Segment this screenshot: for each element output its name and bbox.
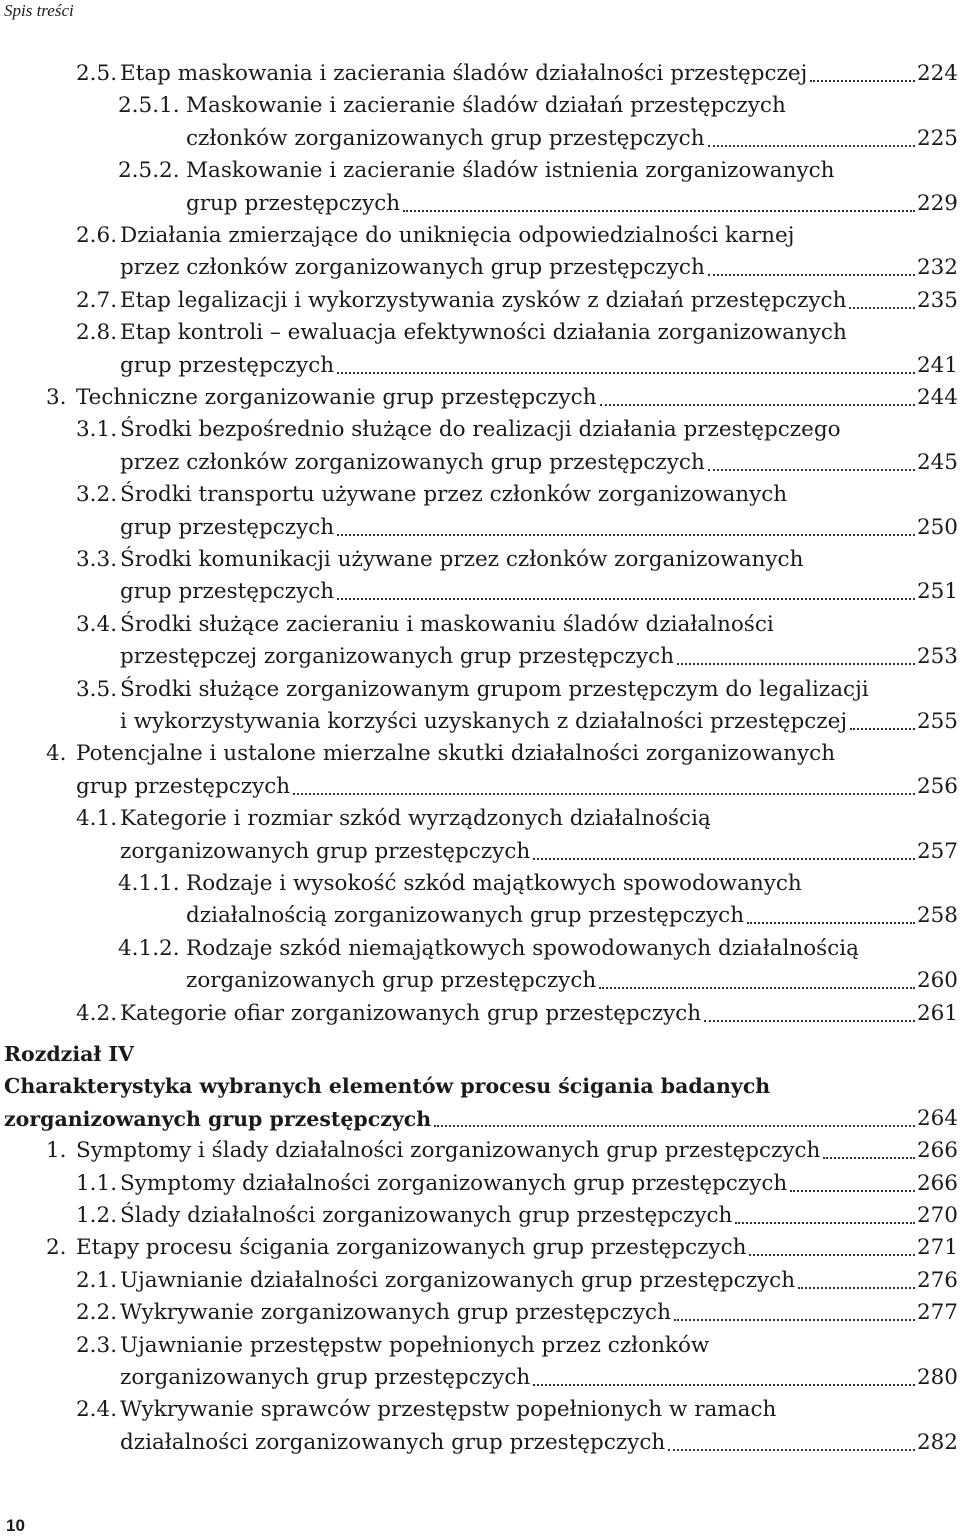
entry-page: 270 — [916, 1203, 958, 1228]
entry-title-line2: zorganizowanych grup przestępczych — [120, 1365, 531, 1390]
entry-number: 1.2. — [76, 1203, 118, 1228]
entry-title-line2: grup przestępczych — [76, 773, 291, 799]
toc-entry — [0, 1135, 960, 1167]
entry-title: Techniczne zorganizowanie grup przestępczych — [76, 385, 597, 410]
entry-title: Etap legalizacji i wykorzystywania zysków z działań przestępczych — [120, 287, 847, 313]
entry-number: 2.4. — [76, 1397, 118, 1423]
toc-entry — [0, 1200, 960, 1232]
dot-leader — [337, 598, 915, 600]
entry-page: 235 — [916, 287, 958, 313]
toc-entry — [0, 1297, 960, 1329]
dot-leader — [337, 372, 915, 374]
dot-leader — [708, 145, 915, 147]
entry-title: Ślady działalności zorganizowanych grup przestępczych — [120, 1203, 733, 1228]
entry-page: 257 — [916, 838, 958, 864]
toc-entry — [0, 317, 960, 349]
entry-title-leader — [120, 706, 918, 738]
toc-entry — [0, 738, 960, 770]
toc-entry — [0, 1232, 960, 1264]
entry-title-line2: członków zorganizowanych grup przestępczych — [186, 125, 705, 151]
chapter-title-text: zorganizowanych grup przestępczych — [4, 1106, 432, 1131]
entry-title-leader — [120, 998, 918, 1030]
dot-leader — [674, 1319, 915, 1321]
entry-title-line2: zorganizowanych grup przestępczych — [120, 838, 531, 864]
toc-entry — [0, 285, 960, 317]
entry-title-leader — [120, 1168, 918, 1200]
dot-leader — [533, 858, 915, 860]
toc-entry-continuation — [0, 900, 960, 932]
entry-page: 256 — [916, 773, 958, 799]
entry-number: 2.1. — [76, 1267, 118, 1293]
entry-number: 2.6. — [76, 223, 118, 248]
entry-number: 1.1. — [76, 1170, 118, 1196]
entry-title-leader — [120, 252, 918, 284]
entry-page: 245 — [916, 449, 958, 475]
entry-title-leader — [120, 285, 918, 317]
dot-leader — [850, 728, 915, 730]
entry-title-leader — [120, 1427, 918, 1459]
entry-page: 276 — [916, 1267, 958, 1293]
entry-title-leader — [76, 1232, 918, 1264]
entry-page: 244 — [916, 385, 958, 410]
dot-leader — [337, 534, 915, 536]
entry-title-leader — [120, 576, 918, 608]
entry-title-line2: grup przestępczych — [120, 579, 335, 605]
entry-title: Symptomy i ślady działalności zorganizowanych grup przestępczych — [76, 1138, 821, 1164]
entry-page: 255 — [916, 709, 958, 734]
entry-number: 3.2. — [76, 482, 118, 508]
toc-entry-continuation — [0, 836, 960, 868]
entry-number: 2.5. — [76, 61, 118, 86]
toc-entry — [0, 155, 960, 187]
toc-entry-continuation — [0, 252, 960, 284]
toc-entry-continuation — [0, 188, 960, 220]
entry-page: 282 — [916, 1429, 958, 1455]
entry-title: Etapy procesu ścigania zorganizowanych grup przestępczych — [76, 1235, 747, 1261]
entry-title-line2: zorganizowanych grup przestępczych — [186, 968, 597, 994]
entry-title-line2: i wykorzystywania korzyści uzyskanych z działalności przestępczej — [120, 709, 848, 734]
entry-number: 4.2. — [76, 1000, 118, 1026]
entry-title: Rodzaje szkód niemajątkowych spowodowanych działalnością — [186, 935, 859, 961]
entry-title: Ujawnianie przestępstw popełnionych przez członków — [120, 1332, 710, 1358]
toc-entry — [0, 674, 960, 706]
dot-leader — [798, 1287, 915, 1289]
entry-title: Środki służące zorganizowanym grupom przestępczym do legalizacji — [120, 676, 869, 702]
entry-page: 260 — [916, 968, 958, 994]
dot-leader — [810, 80, 915, 82]
entry-title-leader — [120, 447, 918, 479]
entry-page: 253 — [916, 644, 958, 670]
entry-title-line2: działalnością zorganizowanych grup przestępczych — [186, 903, 745, 929]
dot-leader — [668, 1449, 915, 1451]
entry-title-leader — [186, 965, 918, 997]
chapter-title: Charakterystyka wybranych elementów procesu ścigania badanych — [4, 1074, 771, 1099]
entry-title-line2: działalności zorganizowanych grup przestępczych — [120, 1429, 666, 1455]
entry-title-leader — [120, 512, 918, 544]
dot-leader — [735, 1222, 915, 1224]
entry-title-leader — [186, 900, 918, 932]
entry-number: 4.1. — [76, 806, 118, 832]
entry-title: Działania zmierzające do uniknięcia odpowiedzialności karnej — [120, 223, 795, 248]
entry-title: Środki transportu używane przez członków zorganizowanych — [120, 482, 788, 508]
entry-number: 4.1.1. — [118, 871, 180, 896]
entry-page: 277 — [916, 1300, 958, 1326]
entry-page: 264 — [916, 1105, 958, 1131]
entry-title: Potencjalne i ustalone mierzalne skutki działalności zorganizowanych — [76, 741, 836, 767]
toc-entry — [0, 868, 960, 900]
entry-title: Rodzaje i wysokość szkód majątkowych spowodowanych — [186, 871, 802, 896]
toc-entry — [0, 90, 960, 122]
dot-leader — [708, 274, 915, 276]
entry-title-leader — [186, 188, 918, 220]
dot-leader — [599, 987, 915, 989]
entry-number: 1. — [46, 1138, 67, 1164]
entry-number: 3.3. — [76, 547, 118, 572]
toc-entry — [0, 414, 960, 446]
toc-entry — [0, 382, 960, 414]
toc-entry-continuation — [0, 1427, 960, 1459]
toc-entry-continuation — [0, 706, 960, 738]
chapter-label: Rozdział IV — [4, 1042, 134, 1066]
entry-title-line2: przez członków zorganizowanych grup przestępczych — [120, 449, 705, 475]
toc-entry-continuation — [0, 512, 960, 544]
entry-page: 251 — [916, 579, 958, 605]
toc-entry-continuation — [0, 965, 960, 997]
entry-title-line2: grup przestępczych — [120, 514, 335, 540]
entry-page: 266 — [916, 1138, 958, 1164]
toc-entry-continuation — [0, 123, 960, 155]
toc-entry — [0, 1168, 960, 1200]
toc-entry-continuation — [0, 576, 960, 608]
toc-entry — [0, 998, 960, 1030]
entry-title-leader — [4, 1103, 918, 1135]
toc-entry-continuation — [0, 771, 960, 803]
entry-title-line2: grup przestępczych — [120, 352, 335, 378]
chapter-title-line2 — [0, 1103, 960, 1135]
entry-number: 3.4. — [76, 611, 118, 637]
dot-leader — [708, 469, 915, 471]
entry-title: Symptomy działalności zorganizowanych grup przestępczych — [120, 1170, 788, 1196]
toc-entry — [0, 479, 960, 511]
entry-title: Maskowanie i zacieranie śladów istnienia zorganizowanych — [186, 158, 835, 184]
entry-title: Etap maskowania i zacierania śladów działalności przestępczej — [120, 61, 808, 86]
toc-entry — [0, 609, 960, 641]
entry-number: 3.5. — [76, 676, 118, 702]
toc-entry — [0, 58, 960, 90]
entry-title-leader — [120, 641, 918, 673]
dot-leader — [704, 1020, 915, 1022]
entry-title-line2: grup przestępczych — [186, 190, 401, 216]
entry-number: 2.7. — [76, 287, 118, 313]
toc-entry — [0, 1394, 960, 1426]
toc-entry — [0, 544, 960, 576]
entry-title-leader — [120, 1200, 918, 1232]
entry-number: 3.1. — [76, 417, 118, 443]
dot-leader — [747, 922, 915, 924]
toc-entry — [0, 933, 960, 965]
dot-leader — [293, 793, 915, 795]
entry-title-leader — [120, 350, 918, 382]
dot-leader — [600, 404, 915, 406]
entry-title: Etap kontroli – ewaluacja efektywności działania zorganizowanych — [120, 320, 847, 346]
entry-number: 2.5.1. — [118, 93, 180, 119]
entry-title-leader — [76, 382, 918, 414]
entry-number: 4.1.2. — [118, 935, 180, 961]
dot-leader — [849, 307, 915, 309]
entry-page: 280 — [916, 1365, 958, 1390]
entry-title-leader — [76, 771, 918, 803]
entry-page: 258 — [916, 903, 958, 929]
entry-title-leader — [120, 1362, 918, 1394]
dot-leader — [749, 1254, 915, 1256]
entry-title: Środki komunikacji używane przez członków zorganizowanych — [120, 547, 804, 572]
entry-title: Ujawnianie działalności zorganizowanych grup przestępczych — [120, 1267, 796, 1293]
entry-number: 2.5.2. — [118, 158, 180, 184]
toc-entry — [0, 220, 960, 252]
entry-title: Kategorie i rozmiar szkód wyrządzonych działalnością — [120, 806, 711, 832]
entry-page: 229 — [916, 190, 958, 216]
entry-title-leader — [76, 1135, 918, 1167]
entry-title-leader — [120, 1265, 918, 1297]
toc-entry — [0, 1265, 960, 1297]
entry-page: 266 — [916, 1170, 958, 1196]
entry-title: Wykrywanie sprawców przestępstw popełnionych w ramach — [120, 1397, 777, 1423]
entry-title: Środki bezpośrednio służące do realizacji działania przestępczego — [120, 417, 841, 443]
toc-entry-continuation — [0, 1362, 960, 1394]
entry-page: 224 — [916, 61, 958, 86]
entry-title-line2: przestępczej zorganizowanych grup przestępczych — [120, 644, 675, 670]
running-header: Spis treści — [4, 1, 74, 20]
entry-number: 2. — [46, 1235, 67, 1261]
entry-page: 225 — [916, 125, 958, 151]
entry-title-leader — [120, 58, 918, 90]
dot-leader — [533, 1384, 915, 1386]
entry-number: 4. — [46, 741, 67, 767]
entry-title-leader — [120, 1297, 918, 1329]
entry-number: 2.2. — [76, 1300, 118, 1326]
entry-number: 2.3. — [76, 1332, 118, 1358]
entry-title-leader — [186, 123, 918, 155]
entry-page: 232 — [916, 255, 958, 281]
page-number: 10 — [6, 1516, 25, 1535]
dot-leader — [434, 1125, 915, 1127]
toc-entry-continuation — [0, 641, 960, 673]
toc-entry — [0, 1330, 960, 1362]
entry-title: Maskowanie i zacieranie śladów działań przestępczych — [186, 93, 786, 119]
entry-page: 241 — [916, 352, 958, 378]
entry-title: Kategorie ofiar zorganizowanych grup przestępczych — [120, 1000, 702, 1026]
entry-page: 250 — [916, 514, 958, 540]
dot-leader — [403, 210, 915, 212]
entry-number: 3. — [46, 385, 67, 410]
dot-leader — [677, 663, 915, 665]
entry-title-line2: przez członków zorganizowanych grup przestępczych — [120, 255, 705, 281]
entry-page: 261 — [916, 1000, 958, 1026]
entry-title: Środki służące zacieraniu i maskowaniu śladów działalności — [120, 611, 774, 637]
toc-entry-continuation — [0, 350, 960, 382]
entry-number: 2.8. — [76, 320, 118, 346]
toc-entry-continuation — [0, 447, 960, 479]
dot-leader — [790, 1190, 915, 1192]
entry-title-leader — [120, 836, 918, 868]
toc-entry — [0, 803, 960, 835]
dot-leader — [823, 1157, 915, 1159]
entry-page: 271 — [916, 1235, 958, 1261]
entry-title: Wykrywanie zorganizowanych grup przestępczych — [120, 1300, 671, 1326]
